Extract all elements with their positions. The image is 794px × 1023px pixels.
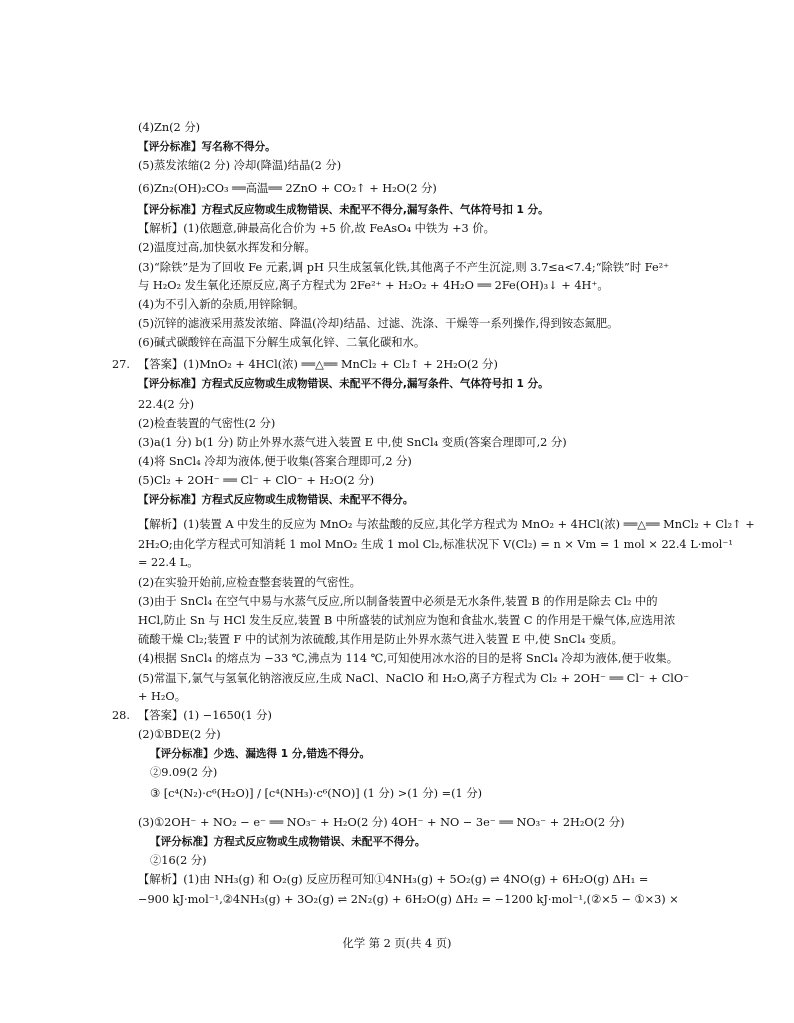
text-line: (4)将 SnCl₄ 冷却为液体,便于收集(答案合理即可,2 分)	[138, 455, 412, 468]
grading-note: 【评分标准】方程式反应物或生成物错误、未配平不得分。	[138, 494, 414, 506]
text-line: 与 H₂O₂ 发生氧化还原反应,离子方程式为 2Fe²⁺ + H₂O₂ + 4H₂O ══ 2Fe(OH)₃↓ + 4H⁺。	[138, 279, 609, 292]
answer-line: 【答案】(1) −1650(1 分)	[138, 709, 272, 722]
text-line: (2)温度过高,加快氨水挥发和分解。	[138, 241, 316, 254]
text-line: −900 kJ·mol⁻¹,②4NH₃(g) + 3O₂(g) ⇌ 2N₂(g) + 6H₂O(g) ΔH₂ = −1200 kJ·mol⁻¹,(②×5 − ①×3) ×	[138, 893, 679, 906]
text-line: (6)碱式碳酸锌在高温下分解生成氧化锌、二氧化碳和水。	[138, 336, 426, 349]
text-line: (5)沉锌的滤液采用蒸发浓缩、降温(冷却)结晶、过滤、洗涤、干燥等一系列操作,得到铵态氮肥。	[138, 317, 619, 330]
text-line: ②9.09(2 分)	[150, 766, 218, 779]
text-line: (3)a(1 分) b(1 分) 防止外界水蒸气进入装置 E 中,使 SnCl₄ 变质(答案合理即可,2 分)	[138, 436, 567, 449]
answer-line: 【答案】(1)MnO₂ + 4HCl(浓) ══△══ MnCl₂ + Cl₂↑ + 2H₂O(2 分)	[138, 358, 498, 371]
text-line: (4)Zn(2 分)	[138, 121, 201, 134]
text-line: (3)①2OH⁻ + NO₂ − e⁻ ══ NO₃⁻ + H₂O(2 分) 4OH⁻ + NO − 3e⁻ ══ NO₃⁻ + 2H₂O(2 分)	[138, 816, 625, 829]
text-line: (5)蒸发浓缩(2 分) 冷却(降温)结晶(2 分)	[138, 159, 342, 172]
page-footer: 化学 第 2 页(共 4 页)	[342, 937, 452, 950]
grading-note: 【评分标准】少选、漏选得 1 分,错选不得分。	[150, 748, 371, 760]
text-line: 22.4(2 分)	[138, 398, 195, 411]
text-line: (4)为不引入新的杂质,用锌除铜。	[138, 298, 305, 311]
text-line: = 22.4 L。	[138, 556, 199, 569]
text-line: HCl,防止 Sn 与 HCl 发生反应,装置 B 中所盛装的试剂应为饱和食盐水,装置 C 的作用是干燥气体,应选用浓	[138, 614, 676, 627]
question-number-28: 28.	[112, 709, 130, 722]
grading-note: 【评分标准】方程式反应物或生成物错误、未配平不得分,漏写条件、气体符号扣 1 分。	[138, 204, 549, 216]
text-line: + H₂O。	[138, 690, 186, 703]
text-line: ②16(2 分)	[150, 854, 207, 867]
grading-note: 【评分标准】方程式反应物或生成物错误、未配平不得分。	[150, 836, 426, 848]
text-line: (3)“除铁”是为了回收 Fe 元素,调 pH 只生成氢氧化铁,其他离子不产生沉淀,则 3.7≤a<7.4;“除铁”时 Fe²⁺	[138, 261, 670, 274]
equation-line: (6)Zn₂(OH)₂CO₃ ══高温══ 2ZnO + CO₂↑ + H₂O(2 分)	[138, 182, 437, 195]
question-number-27: 27.	[112, 358, 130, 371]
analysis-line: 【解析】(1)由 NH₃(g) 和 O₂(g) 反应历程可知①4NH₃(g) + 5O₂(g) ⇌ 4NO(g) + 6H₂O(g) ΔH₁ =	[138, 873, 649, 886]
text-line: 硫酸干燥 Cl₂;装置 F 中的试剂为浓硫酸,其作用是防止外界水蒸气进入装置 E 中,使 SnCl₄ 变质。	[138, 633, 623, 646]
grading-note: 【评分标准】方程式反应物或生成物错误、未配平不得分,漏写条件、气体符号扣 1 分。	[138, 378, 549, 390]
grading-note: 【评分标准】写名称不得分。	[138, 141, 276, 153]
analysis-line: 【解析】(1)装置 A 中发生的反应为 MnO₂ 与浓盐酸的反应,其化学方程式为 MnO₂ + 4HCl(浓) ══△══ MnCl₂ + Cl₂↑ +	[138, 518, 755, 531]
text-line: 2H₂O;由化学方程式可知消耗 1 mol MnO₂ 生成 1 mol Cl₂,标准状况下 V(Cl₂) = n × Vm = 1 mol × 22.4 L·mol⁻¹	[138, 538, 733, 551]
equation-line: ③ [c⁴(N₂)·c⁶(H₂O)] / [c⁴(NH₃)·c⁶(NO)] (1 分) >(1 分) =(1 分)	[150, 787, 483, 800]
text-line: (2)检查装置的气密性(2 分)	[138, 417, 276, 430]
text-line: (4)根据 SnCl₄ 的熔点为 −33 ℃,沸点为 114 ℃,可知使用冰水浴的目的是将 SnCl₄ 冷却为液体,便于收集。	[138, 652, 678, 665]
text-line: (5)Cl₂ + 2OH⁻ ══ Cl⁻ + ClO⁻ + H₂O(2 分)	[138, 474, 375, 487]
text-line: (3)由于 SnCl₄ 在空气中易与水蒸气反应,所以制备装置中必须是无水条件,装置 B 的作用是除去 Cl₂ 中的	[138, 595, 658, 608]
text-line: (2)在实验开始前,应检查整套装置的气密性。	[138, 576, 361, 589]
analysis-line: 【解析】(1)依题意,砷最高化合价为 +5 价,故 FeAsO₄ 中铁为 +3 价。	[138, 222, 495, 235]
text-line: (2)①BDE(2 分)	[138, 728, 221, 741]
text-line: (5)常温下,氯气与氢氧化钠溶液反应,生成 NaCl、NaClO 和 H₂O,离子方程式为 Cl₂ + 2OH⁻ ══ Cl⁻ + ClO⁻	[138, 672, 690, 685]
